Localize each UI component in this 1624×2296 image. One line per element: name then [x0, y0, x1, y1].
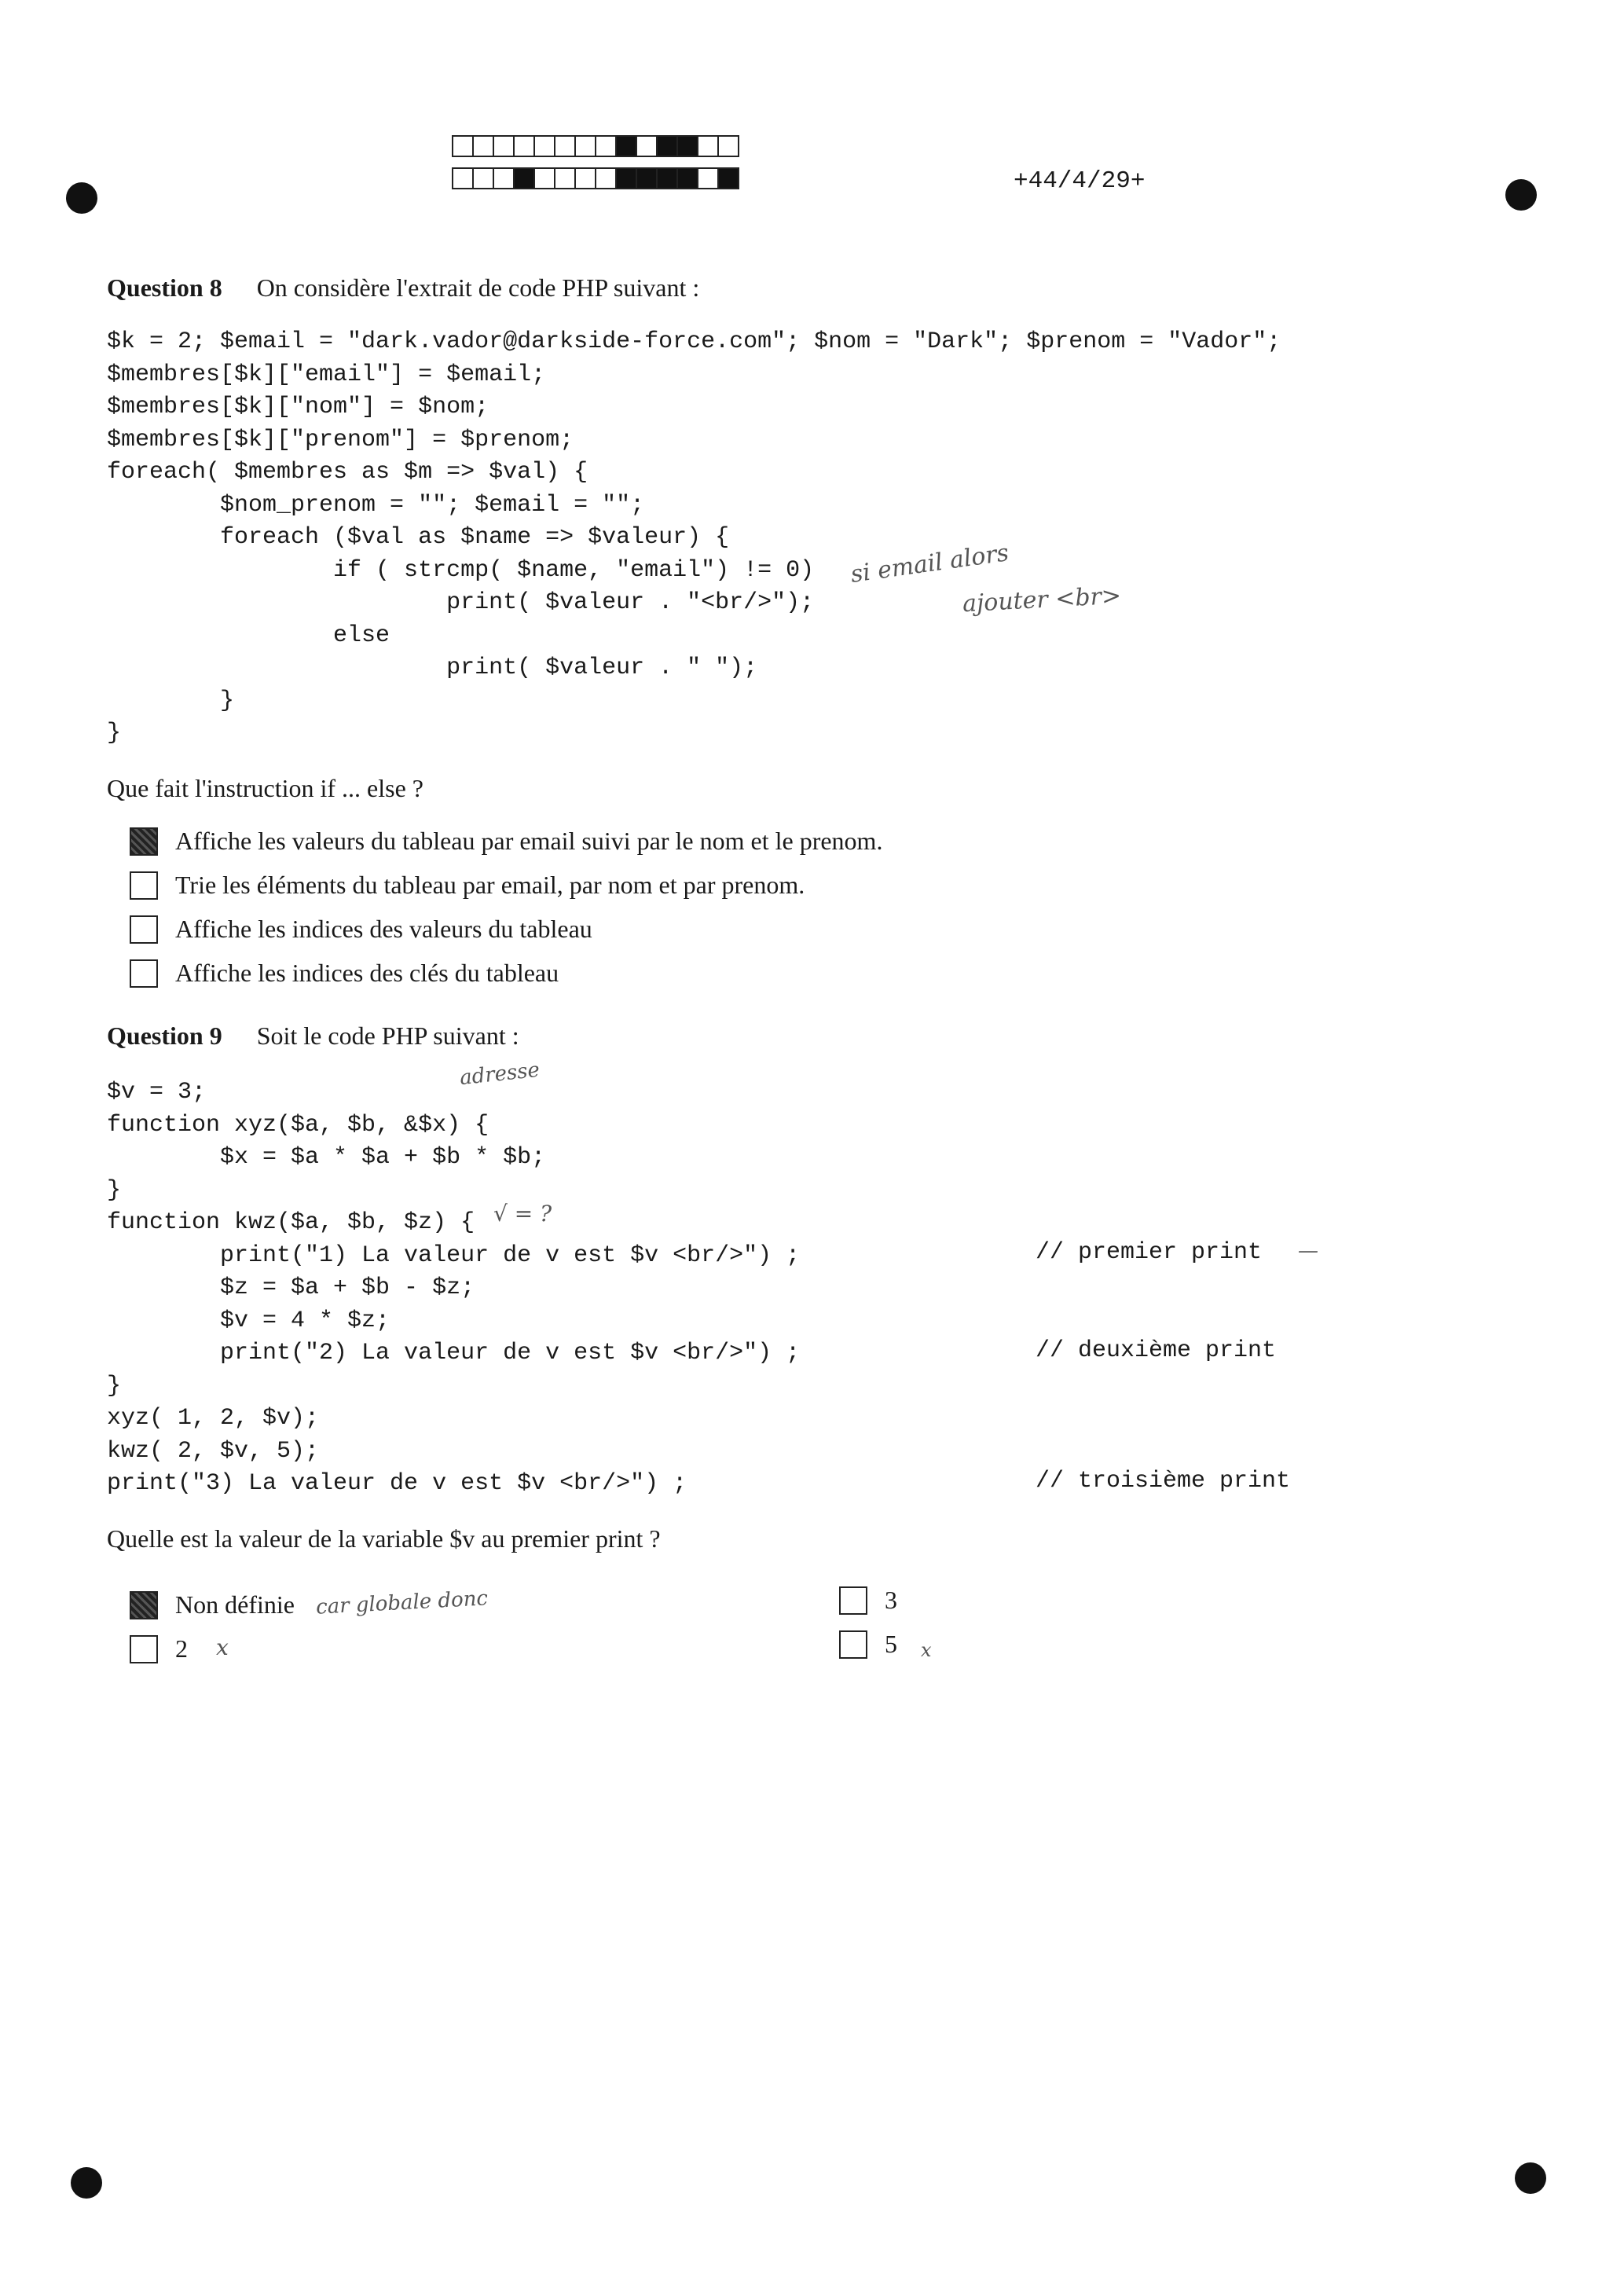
question-9-label: Question 9: [107, 1021, 222, 1050]
q8-option-1[interactable]: [130, 827, 882, 856]
q8-option-2[interactable]: [130, 871, 805, 900]
question-8-text: On considère l'extrait de code PHP suivant :: [256, 273, 700, 302]
q8-option-4-checkbox[interactable]: [130, 959, 158, 988]
comment-deuxieme-print: // deuxième print: [1036, 1337, 1277, 1364]
barcode-cell: [574, 135, 596, 157]
handwritten-note-ajouter-br: ajouter <br>: [962, 581, 1122, 618]
barcode-cell: [636, 135, 658, 157]
q8-option-1-label: Affiche les valeurs du tableau par email suivi par le nom et le prenom.: [175, 827, 883, 855]
handwritten-dash: —: [1298, 1239, 1318, 1263]
handwritten-note-globale: car globale donc: [315, 1586, 489, 1619]
barcode-cell: [493, 135, 515, 157]
registration-mark-bottom-left: [71, 2167, 102, 2199]
barcode-cell: [595, 135, 617, 157]
barcode-cell: [452, 135, 474, 157]
question-9-prompt: Quelle est la valeur de la variable $v au premier print ?: [107, 1524, 661, 1553]
barcode-cell: [615, 135, 637, 157]
question-8-label: Question 8: [107, 273, 222, 302]
barcode-cell: [513, 167, 535, 189]
barcode-row-2: [452, 167, 738, 191]
barcode-cell: [472, 167, 494, 189]
barcode-cell: [574, 167, 596, 189]
registration-mark-top-left: [66, 182, 97, 214]
q9-option-5-label: 5: [885, 1630, 897, 1658]
q9-option-2[interactable]: [130, 1634, 188, 1663]
barcode-cell: [697, 135, 719, 157]
q9-option-3-checkbox[interactable]: [839, 1586, 867, 1615]
q9-option-non-definie-label: Non définie: [175, 1590, 295, 1619]
q9-option-2-checkbox[interactable]: [130, 1635, 158, 1663]
barcode-cell: [595, 167, 617, 189]
barcode-cell: [472, 135, 494, 157]
barcode-cell: [513, 135, 535, 157]
handwritten-x-mark-2: x: [921, 1639, 932, 1661]
barcode-cell: [676, 167, 698, 189]
handwritten-note-si-email: si email alors: [849, 539, 1011, 589]
registration-mark-bottom-right: [1515, 2162, 1546, 2194]
q8-option-2-checkbox[interactable]: [130, 871, 158, 900]
barcode-cell: [533, 167, 555, 189]
page-id: +44/4/29+: [1014, 167, 1146, 195]
question-8-header: [107, 273, 699, 303]
question-8-prompt: Que fait l'instruction if ... else ?: [107, 774, 423, 802]
q9-option-5-checkbox[interactable]: [839, 1630, 867, 1659]
barcode-cell: [636, 167, 658, 189]
barcode-cell: [554, 135, 576, 157]
handwritten-note-v-question: √ = ?: [493, 1201, 552, 1227]
barcode-cell: [554, 167, 576, 189]
q9-option-non-definie-checkbox[interactable]: [130, 1591, 158, 1619]
barcode-cell: [615, 167, 637, 189]
barcode-row-1: [452, 135, 738, 159]
q9-option-non-definie[interactable]: [130, 1590, 295, 1619]
registration-mark-top-right: [1505, 179, 1537, 211]
question-9-code: $v = 3; function xyz($a, $b, &$x) { $x = $a * $a + $b * $b; } function kwz($a, $b, $z) { print("1) La valeur de v est $v <br/>") ; $z = $a + $b - $z; $v = 4 * $z; print("2) La valeur de v est $v <br/>") ; } xyz( 1, 2, $v); kwz( 2, $v, 5); print("3) La valeur de v est $v <br/>") ;: [107, 1079, 801, 1497]
handwritten-x-mark-1: x: [216, 1634, 229, 1660]
barcode-cell: [717, 167, 739, 189]
barcode-cell: [656, 135, 678, 157]
barcode-cell: [717, 135, 739, 157]
q8-option-3-checkbox[interactable]: [130, 915, 158, 944]
q8-option-1-checkbox[interactable]: [130, 827, 158, 856]
question-9-header: [107, 1021, 519, 1051]
barcode-cell: [533, 135, 555, 157]
q8-option-3-label: Affiche les indices des valeurs du tableau: [175, 915, 592, 943]
question-8-code: $k = 2; $email = "dark.vador@darkside-force.com"; $nom = "Dark"; $prenom = "Vador"; $membres[$k]["email"] = $email; $membres[$k]["nom"] = $nom; $membres[$k]["prenom"] = $prenom; foreach( $membres as $m => $val) { $nom_prenom = ""; $email = ""; foreach ($val as $name => $valeur) { if ( strcmp( $name, "email") != 0) print( $valeur . "<br/>"); else print( $valeur . " "); } }: [107, 328, 1281, 746]
q8-option-4[interactable]: [130, 959, 559, 988]
barcode-cell: [452, 167, 474, 189]
question-9-text: Soit le code PHP suivant :: [256, 1021, 519, 1050]
comment-premier-print: // premier print: [1036, 1239, 1263, 1266]
q9-option-3-label: 3: [885, 1586, 897, 1614]
q9-option-2-label: 2: [175, 1634, 188, 1663]
q8-option-4-label: Affiche les indices des clés du tableau: [175, 959, 559, 987]
barcode-cell: [493, 167, 515, 189]
barcode-cell: [697, 167, 719, 189]
barcode-cell: [676, 135, 698, 157]
barcode-cell: [656, 167, 678, 189]
handwritten-note-adresse: adresse: [458, 1058, 541, 1091]
q9-option-5[interactable]: [839, 1630, 897, 1659]
comment-troisieme-print: // troisième print: [1036, 1468, 1291, 1495]
q9-option-3[interactable]: [839, 1586, 897, 1615]
q8-option-2-label: Trie les éléments du tableau par email, par nom et par prenom.: [175, 871, 805, 899]
q8-option-3[interactable]: [130, 915, 592, 944]
